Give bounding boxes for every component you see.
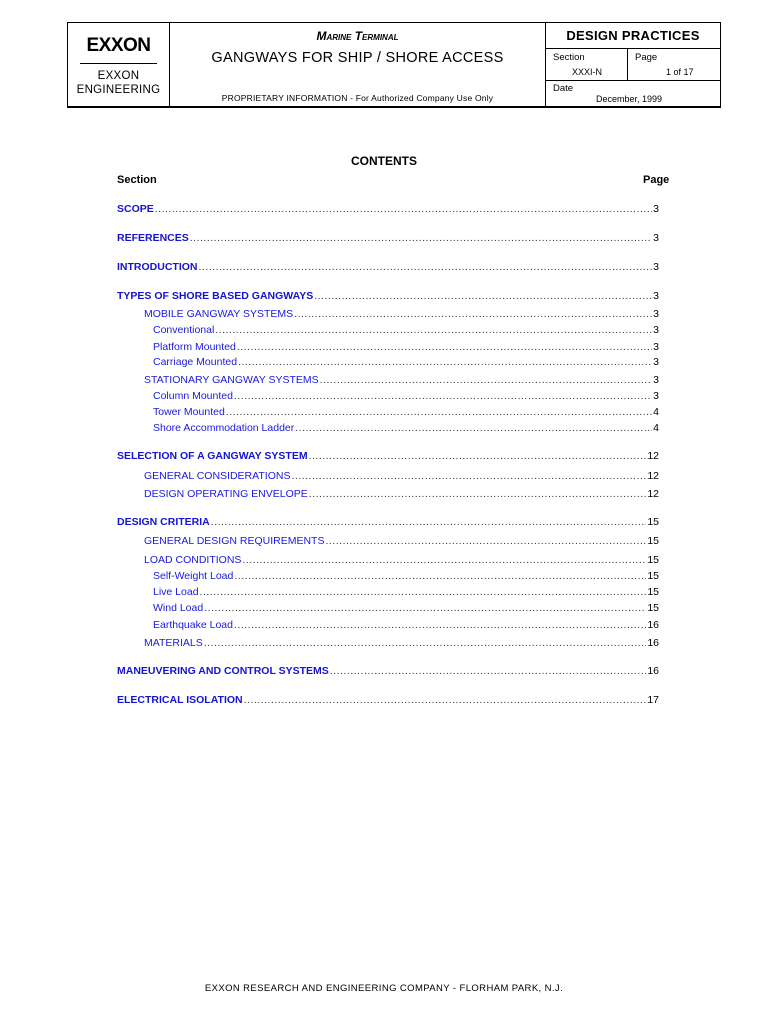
toc-leader-dots (314, 290, 652, 303)
toc-entry-label[interactable]: Column Mounted (153, 390, 233, 402)
toc-leader-dots (325, 535, 646, 548)
page-cell (628, 48, 720, 81)
toc-entry-page: 15 (647, 535, 659, 547)
toc-entry-label[interactable]: TYPES OF SHORE BASED GANGWAYS (117, 290, 314, 302)
toc-leader-dots (204, 637, 647, 650)
toc-entry-label[interactable]: LOAD CONDITIONS (144, 554, 242, 566)
toc-entry[interactable] (153, 422, 659, 435)
toc-entry-label[interactable]: GENERAL CONSIDERATIONS (144, 470, 291, 482)
toc-entry-page: 12 (647, 488, 659, 500)
engineering-label (68, 69, 169, 97)
toc-entry-page: 12 (647, 470, 659, 482)
toc-entry-page: 3 (653, 308, 659, 320)
toc-entry-label[interactable]: Platform Mounted (153, 341, 236, 353)
toc-entry[interactable] (153, 602, 659, 615)
toc-entry[interactable] (153, 341, 659, 354)
engineering-line-1: EXXON (97, 70, 140, 82)
document-header (67, 22, 721, 108)
toc-leader-dots (320, 374, 653, 387)
section-cell (546, 48, 628, 81)
toc-entry-page: 3 (653, 390, 659, 402)
toc-entry[interactable] (144, 308, 659, 321)
toc-entry[interactable] (153, 570, 659, 583)
page-column-header: Page (643, 174, 670, 186)
toc-entry[interactable] (153, 619, 659, 632)
toc-entry[interactable] (153, 390, 659, 403)
toc-leader-dots (309, 450, 647, 463)
date-caption: Date (553, 83, 574, 94)
toc-entry[interactable] (117, 261, 659, 274)
toc-leader-dots (226, 406, 652, 419)
toc-entry-page: 3 (653, 290, 659, 302)
toc-entry[interactable] (144, 637, 659, 650)
toc-entry-page: 15 (647, 586, 659, 598)
toc-entry[interactable] (117, 203, 659, 216)
toc-leader-dots (211, 516, 647, 529)
toc-entry-label[interactable]: SCOPE (117, 203, 154, 215)
toc-entry-page: 15 (647, 516, 659, 528)
toc-entry-label[interactable]: MATERIALS (144, 637, 203, 649)
toc-entry-label[interactable]: Tower Mounted (153, 406, 225, 418)
date-cell (546, 81, 720, 106)
toc-entry-page: 4 (653, 406, 659, 418)
toc-entry-label[interactable]: Shore Accommodation Ladder (153, 422, 295, 434)
toc-entry[interactable] (153, 356, 659, 369)
toc-entry[interactable] (153, 406, 659, 419)
toc-entry-label[interactable]: Earthquake Load (153, 619, 233, 631)
toc-entry[interactable] (117, 290, 659, 303)
practice-label: DESIGN PRACTICES (546, 23, 720, 49)
toc-entry[interactable] (144, 535, 659, 548)
exxon-logo: EXXON (86, 35, 151, 56)
toc-leader-dots (190, 232, 652, 245)
toc-entry-page: 3 (653, 356, 659, 368)
toc-leader-dots (291, 470, 646, 483)
section-caption: Section (553, 52, 585, 63)
toc-entry[interactable] (153, 586, 659, 599)
toc-leader-dots (234, 390, 652, 403)
toc-leader-dots (155, 203, 652, 216)
toc-entry-label[interactable]: SELECTION OF A GANGWAY SYSTEM (117, 450, 308, 462)
toc-entry[interactable] (117, 232, 659, 245)
logo-divider (80, 63, 157, 64)
toc-entry-page: 15 (647, 570, 659, 582)
toc-entry-label[interactable]: Live Load (153, 586, 199, 598)
toc-leader-dots (215, 324, 652, 337)
toc-entry-page: 16 (647, 619, 659, 631)
toc-entry-page: 3 (653, 261, 659, 273)
toc-entry-page: 3 (653, 341, 659, 353)
document-title: GANGWAYS FOR SHIP / SHORE ACCESS (211, 50, 504, 66)
toc-entry-label[interactable]: Carriage Mounted (153, 356, 238, 368)
date-value: December, 1999 (596, 94, 663, 104)
toc-entry-label[interactable]: MOBILE GANGWAY SYSTEMS (144, 308, 294, 320)
toc-entry-label[interactable]: Conventional (153, 324, 215, 336)
toc-entry-label[interactable]: REFERENCES (117, 232, 189, 244)
toc-entry-label[interactable]: INTRODUCTION (117, 261, 198, 273)
toc-entry-label[interactable]: MANEUVERING AND CONTROL SYSTEMS (117, 665, 329, 677)
toc-leader-dots (330, 665, 647, 678)
toc-entry[interactable] (153, 324, 659, 337)
toc-entry-page: 12 (647, 450, 659, 462)
toc-entry-label[interactable]: Wind Load (153, 602, 204, 614)
page-footer: EXXON RESEARCH AND ENGINEERING COMPANY - FLORHAM PARK, N.J. (204, 983, 564, 994)
toc-entry-label[interactable]: Self-Weight Load (153, 570, 234, 582)
toc-entry[interactable] (144, 470, 659, 483)
toc-entry[interactable] (117, 450, 659, 463)
toc-leader-dots (199, 261, 653, 274)
toc-entry-page: 3 (653, 374, 659, 386)
toc-entry-page: 16 (647, 637, 659, 649)
toc-entry-page: 15 (647, 602, 659, 614)
toc-entry-label[interactable]: DESIGN OPERATING ENVELOPE (144, 488, 308, 500)
page-caption: Page (635, 52, 658, 63)
toc-entry-page: 16 (647, 665, 659, 677)
toc-entry-label[interactable]: GENERAL DESIGN REQUIREMENTS (144, 535, 325, 547)
engineering-line-2: ENGINEERING (76, 84, 161, 96)
toc-entry-page: 17 (647, 694, 659, 706)
section-column-header: Section (117, 174, 157, 186)
toc-leader-dots (237, 341, 652, 354)
toc-entry[interactable] (144, 554, 659, 567)
toc-leader-dots (242, 554, 646, 567)
toc-entry[interactable] (117, 694, 659, 707)
toc-leader-dots (234, 619, 646, 632)
toc-leader-dots (309, 488, 647, 501)
title-cell (170, 23, 546, 106)
toc-leader-dots (244, 694, 647, 707)
toc-entry-page: 3 (653, 203, 659, 215)
toc-entry-page: 4 (653, 422, 659, 434)
toc-leader-dots (295, 422, 652, 435)
toc-entry[interactable] (144, 488, 659, 501)
section-value: XXXI-N (572, 67, 603, 77)
page-value: 1 of 17 (666, 67, 694, 77)
toc-entry-page: 15 (647, 554, 659, 566)
toc-entry[interactable] (144, 374, 659, 387)
toc-leader-dots (234, 570, 646, 583)
toc-entry-page: 3 (653, 232, 659, 244)
meta-cell (546, 23, 720, 106)
toc-entry[interactable] (117, 665, 659, 678)
toc-leader-dots (200, 586, 647, 599)
toc-entry-label[interactable]: STATIONARY GANGWAY SYSTEMS (144, 374, 319, 386)
toc-leader-dots (294, 308, 652, 321)
toc-entry[interactable] (117, 516, 659, 529)
company-cell (68, 23, 170, 106)
toc-leader-dots (204, 602, 646, 615)
toc-entry-label[interactable]: ELECTRICAL ISOLATION (117, 694, 243, 706)
contents-title: CONTENTS (351, 154, 417, 168)
toc-leader-dots (238, 356, 652, 369)
proprietary-notice: PROPRIETARY INFORMATION - For Authorized Company Use Only (221, 93, 494, 103)
toc-entry-label[interactable]: DESIGN CRITERIA (117, 516, 210, 528)
toc-entry-page: 3 (653, 324, 659, 336)
document-subject: Marine Terminal (316, 29, 399, 43)
